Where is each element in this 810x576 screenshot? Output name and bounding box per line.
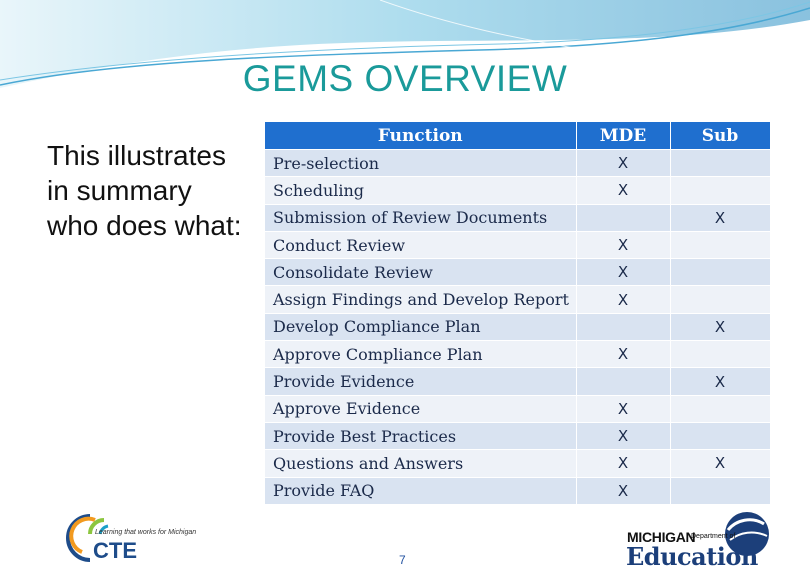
function-cell: Provide Evidence <box>265 368 576 395</box>
mde-cell: X <box>576 395 670 422</box>
table-row <box>265 231 770 258</box>
table-row <box>265 204 770 231</box>
sub-cell: X <box>670 368 770 395</box>
function-cell: Provide FAQ <box>265 477 576 504</box>
table-header-row <box>265 122 770 150</box>
table-row <box>265 341 770 368</box>
sub-cell: X <box>670 450 770 477</box>
cte-logo-icon <box>62 508 222 568</box>
mde-cell: X <box>576 422 670 449</box>
mde-cell: X <box>576 231 670 258</box>
mde-cell: X <box>576 341 670 368</box>
function-cell: Conduct Review <box>265 231 576 258</box>
table-row <box>265 177 770 204</box>
table-row <box>265 477 770 504</box>
mde-cell: X <box>576 150 670 177</box>
sub-cell <box>670 341 770 368</box>
mde-cell <box>576 204 670 231</box>
sub-cell <box>670 422 770 449</box>
sub-cell: X <box>670 313 770 340</box>
sub-cell <box>670 395 770 422</box>
michigan-label: MICHIGAN <box>627 529 696 545</box>
cte-name: CTE <box>93 538 137 563</box>
function-cell: Develop Compliance Plan <box>265 313 576 340</box>
table-row <box>265 150 770 177</box>
sub-cell <box>670 231 770 258</box>
page-number: 7 <box>399 553 406 567</box>
table-row <box>265 286 770 313</box>
sub-cell <box>670 259 770 286</box>
mde-cell: X <box>576 286 670 313</box>
mde-cell <box>576 313 670 340</box>
header-mde: MDE <box>576 122 670 150</box>
header-function: Function <box>265 122 576 150</box>
function-cell: Approve Evidence <box>265 395 576 422</box>
header-sub: Sub <box>670 122 770 150</box>
function-cell: Questions and Answers <box>265 450 576 477</box>
function-cell: Assign Findings and Develop Report <box>265 286 576 313</box>
function-cell: Pre-selection <box>265 150 576 177</box>
responsibility-table <box>265 122 771 504</box>
table-row <box>265 368 770 395</box>
department-label: Department of <box>691 533 736 540</box>
cte-tagline: Learning that works for Michigan <box>95 529 197 536</box>
education-label: Education <box>626 542 758 571</box>
function-cell: Approve Compliance Plan <box>265 341 576 368</box>
function-cell: Provide Best Practices <box>265 422 576 449</box>
mde-cell <box>576 368 670 395</box>
sub-cell <box>670 286 770 313</box>
intro-text: This illustrates in summary who does what: <box>47 140 242 241</box>
table-row <box>265 259 770 286</box>
sub-cell <box>670 477 770 504</box>
mde-cell: X <box>576 177 670 204</box>
sub-cell <box>670 177 770 204</box>
table-row <box>265 395 770 422</box>
sub-cell <box>670 150 770 177</box>
sub-cell: X <box>670 204 770 231</box>
slide-title: GEMS OVERVIEW <box>242 58 568 99</box>
function-cell: Scheduling <box>265 177 576 204</box>
function-cell: Submission of Review Documents <box>265 204 576 231</box>
table-row <box>265 450 770 477</box>
function-cell: Consolidate Review <box>265 259 576 286</box>
mde-cell: X <box>576 259 670 286</box>
table-row <box>265 422 770 449</box>
mde-cell: X <box>576 477 670 504</box>
table-row <box>265 313 770 340</box>
mde-cell: X <box>576 450 670 477</box>
